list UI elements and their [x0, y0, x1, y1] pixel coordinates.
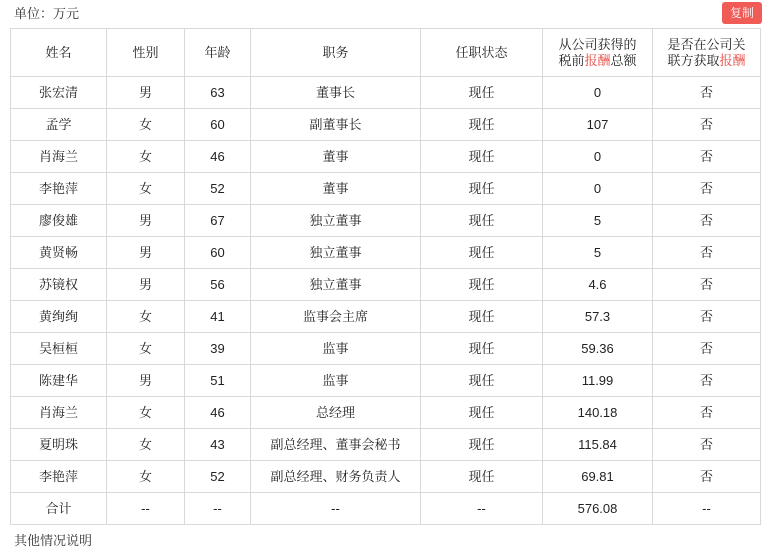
column-header-status: 任职状态 [421, 29, 543, 77]
cell-status: 现任 [421, 141, 543, 173]
unit-label: 单位：万元 [14, 6, 80, 21]
cell-age: 46 [185, 141, 251, 173]
cell-gender: 女 [107, 333, 185, 365]
cell-total-pay: 59.36 [543, 333, 653, 365]
cell-related-party-pay: 否 [653, 237, 761, 269]
cell-position: 董事 [251, 141, 421, 173]
cell-total-pay: 57.3 [543, 301, 653, 333]
table-row [11, 301, 761, 333]
cell-age: 51 [185, 365, 251, 397]
cell-name: 黄绚绚 [11, 301, 107, 333]
cell-age: 41 [185, 301, 251, 333]
cell-status: 现任 [421, 237, 543, 269]
table-row [11, 461, 761, 493]
cell-age: 39 [185, 333, 251, 365]
cell-name: 肖海兰 [11, 397, 107, 429]
cell-position: 副总经理、财务负责人 [251, 461, 421, 493]
cell-age: 60 [185, 109, 251, 141]
cell-gender: 男 [107, 205, 185, 237]
related-pay-line2-a: 联方获取 [667, 52, 720, 68]
cell-age: 56 [185, 269, 251, 301]
cell-gender: 女 [107, 173, 185, 205]
cell-age: -- [185, 493, 251, 525]
table-row [11, 77, 761, 109]
cell-status: 现任 [421, 77, 543, 109]
cell-name: 夏明珠 [11, 429, 107, 461]
cell-related-party-pay: 否 [653, 429, 761, 461]
cell-gender: 女 [107, 461, 185, 493]
cell-gender: 女 [107, 109, 185, 141]
cell-age: 43 [185, 429, 251, 461]
cell-related-party-pay: 否 [653, 141, 761, 173]
column-header-related-party-pay [653, 29, 761, 77]
table-row [11, 333, 761, 365]
cell-position: 副董事长 [251, 109, 421, 141]
cell-gender: 女 [107, 301, 185, 333]
cell-gender: 女 [107, 397, 185, 429]
total-pay-line1: 从公司获得的 [558, 36, 637, 52]
table-row [11, 429, 761, 461]
cell-gender: 男 [107, 269, 185, 301]
cell-related-party-pay: 否 [653, 461, 761, 493]
cell-total-pay: 69.81 [543, 461, 653, 493]
cell-related-party-pay: 否 [653, 365, 761, 397]
cell-status: 现任 [421, 269, 543, 301]
cell-name: 李艳萍 [11, 461, 107, 493]
cell-status: 现任 [421, 109, 543, 141]
cell-position: 监事 [251, 365, 421, 397]
cell-status: 现任 [421, 429, 543, 461]
table-header-row [11, 29, 761, 77]
cell-status: -- [421, 493, 543, 525]
cell-total-pay: 11.99 [543, 365, 653, 397]
cell-name: 苏镜权 [11, 269, 107, 301]
cell-name: 张宏清 [11, 77, 107, 109]
cell-position: 监事 [251, 333, 421, 365]
cell-age: 52 [185, 461, 251, 493]
cell-related-party-pay: 否 [653, 397, 761, 429]
footnote-text: 其他情况说明 [14, 533, 93, 548]
cell-total-pay: 0 [543, 77, 653, 109]
cell-name: 廖俊雄 [11, 205, 107, 237]
cell-age: 63 [185, 77, 251, 109]
cell-total-pay: 140.18 [543, 397, 653, 429]
cell-total-pay: 4.6 [543, 269, 653, 301]
cell-position: 独立董事 [251, 237, 421, 269]
column-header-total-pay [543, 29, 653, 77]
related-pay-line2-highlight: 报酬 [719, 52, 746, 68]
cell-position: -- [251, 493, 421, 525]
cell-name: 吴桓桓 [11, 333, 107, 365]
table-body [11, 77, 761, 525]
cell-name: 合计 [11, 493, 107, 525]
table-row [11, 109, 761, 141]
cell-name: 肖海兰 [11, 141, 107, 173]
cell-related-party-pay: 否 [653, 109, 761, 141]
cell-status: 现任 [421, 205, 543, 237]
cell-gender: 女 [107, 141, 185, 173]
cell-position: 副总经理、董事会秘书 [251, 429, 421, 461]
cell-position: 监事会主席 [251, 301, 421, 333]
cell-name: 陈建华 [11, 365, 107, 397]
table-row [11, 493, 761, 525]
total-pay-line2-a: 税前 [558, 52, 585, 68]
cell-age: 52 [185, 173, 251, 205]
cell-related-party-pay: 否 [653, 77, 761, 109]
cell-total-pay: 5 [543, 237, 653, 269]
cell-gender: -- [107, 493, 185, 525]
cell-total-pay: 576.08 [543, 493, 653, 525]
table-row [11, 237, 761, 269]
cell-gender: 女 [107, 429, 185, 461]
cell-related-party-pay: 否 [653, 301, 761, 333]
cell-status: 现任 [421, 333, 543, 365]
cell-gender: 男 [107, 237, 185, 269]
cell-position: 独立董事 [251, 205, 421, 237]
cell-related-party-pay: 否 [653, 173, 761, 205]
table-row [11, 397, 761, 429]
column-header-position: 职务 [251, 29, 421, 77]
total-pay-line2-b: 总额 [610, 52, 637, 68]
cell-gender: 男 [107, 77, 185, 109]
cell-position: 董事长 [251, 77, 421, 109]
cell-status: 现任 [421, 173, 543, 205]
cell-position: 董事 [251, 173, 421, 205]
cell-gender: 男 [107, 365, 185, 397]
cell-related-party-pay: 否 [653, 205, 761, 237]
cell-related-party-pay: 否 [653, 269, 761, 301]
table-row [11, 173, 761, 205]
executive-compensation-table [10, 28, 761, 525]
cell-related-party-pay: -- [653, 493, 761, 525]
cell-position: 独立董事 [251, 269, 421, 301]
cell-age: 67 [185, 205, 251, 237]
cell-total-pay: 115.84 [543, 429, 653, 461]
column-header-gender: 性别 [107, 29, 185, 77]
cell-related-party-pay: 否 [653, 333, 761, 365]
cell-name: 孟学 [11, 109, 107, 141]
cell-age: 60 [185, 237, 251, 269]
table-row [11, 205, 761, 237]
related-pay-line1: 是否在公司关 [667, 36, 746, 52]
cell-name: 李艳萍 [11, 173, 107, 205]
cell-name: 黄贤畅 [11, 237, 107, 269]
table-row [11, 269, 761, 301]
column-header-name: 姓名 [11, 29, 107, 77]
cell-status: 现任 [421, 461, 543, 493]
cell-total-pay: 5 [543, 205, 653, 237]
cell-total-pay: 107 [543, 109, 653, 141]
cell-status: 现任 [421, 397, 543, 429]
copy-button[interactable]: 复制 [722, 2, 762, 24]
table-row [11, 141, 761, 173]
table-row [11, 365, 761, 397]
cell-position: 总经理 [251, 397, 421, 429]
column-header-age: 年龄 [185, 29, 251, 77]
cell-total-pay: 0 [543, 141, 653, 173]
cell-total-pay: 0 [543, 173, 653, 205]
total-pay-line2-highlight: 报酬 [584, 52, 611, 68]
cell-status: 现任 [421, 301, 543, 333]
cell-status: 现任 [421, 365, 543, 397]
cell-age: 46 [185, 397, 251, 429]
